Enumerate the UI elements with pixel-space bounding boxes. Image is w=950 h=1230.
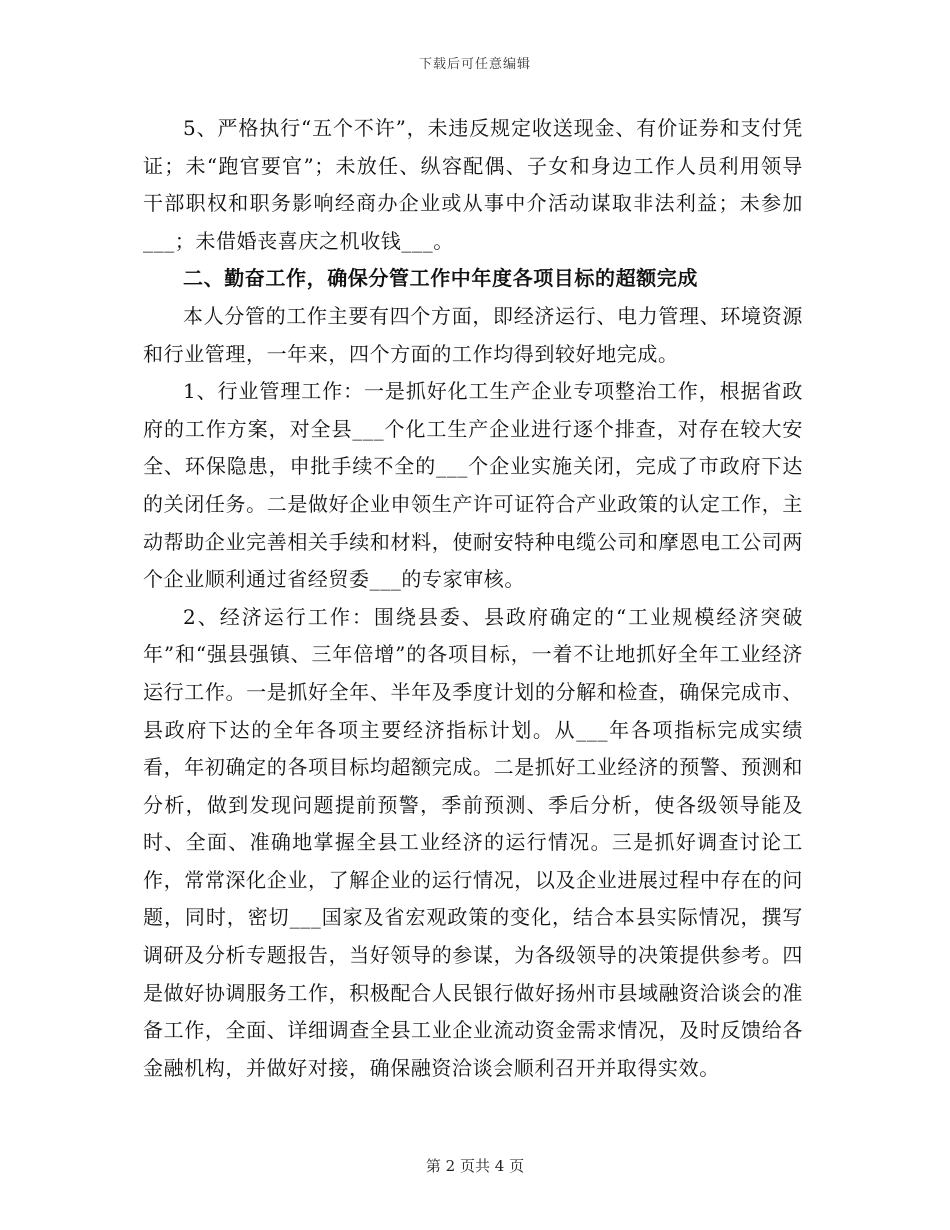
- paragraph-item-5: 5、严格执行“五个不许”，未违反规定收送现金、有价证券和支付凭证；未“跑官要官”；未放任、纵容配偶、子女和身边工作人员利用领导干部职权和职务影响经商办企业或从事中介活动谋取非法利益；未参加___；未借婚丧喜庆之机收钱___。: [143, 116, 803, 253]
- page-header-note: 下载后可任意编辑: [418, 57, 531, 72]
- page-number-footer: 第 2 页共 4 页: [425, 1157, 525, 1175]
- section-heading-2: 二、勤奋工作，确保分管工作中年度各项目标的超额完成: [183, 266, 698, 291]
- paragraph-overview: 本人分管的工作主要有四个方面，即经济运行、电力管理、环境资源和行业管理，一年来，四个方面的工作均得到较好地完成。: [143, 303, 803, 366]
- paragraph-economic-operation: 2、经济运行工作：围绕县委、县政府确定的“工业规模经济突破年”和“强县强镇、三年倍增”的各项目标，一着不让地抓好全年工业经济运行工作。一是抓好全年、半年及季度计划的分解和检查，确保完成市、县政府下达的全年各项主要经济指标计划。从___年各项指标完成实绩看，年初确定的各项目标均超额完成。二是抓好工业经济的预警、预测和分析，做到发现问题提前预警，季前预测、季后分析，使各级领导能及时、全面、准确地掌握全县工业经济的运行情况。三是抓好调查讨论工作，常常深化企业，了解企业的运行情况，以及企业进展过程中存在的问题，同时，密切___国家及省宏观政策的变化，结合本县实际情况，撰写调研及分析专题报告，当好领导的参谋，为各级领导的决策提供参考。四是做好协调服务工作，积极配合人民银行做好扬州市县域融资洽谈会的准备工作，全面、详细调查全县工业企业流动资金需求情况，及时反馈给各金融机构，并做好对接，确保融资洽谈会顺利召开并取得实效。: [143, 604, 803, 1080]
- paragraph-industry-management: 1、行业管理工作：一是抓好化工生产企业专项整治工作，根据省政府的工作方案，对全县___个化工生产企业进行逐个排查，对存在较大安全、环保隐患，申批手续不全的___个企业实施关闭，完成了市政府下达的关闭任务。二是做好企业申领生产许可证符合产业政策的认定工作，主动帮助企业完善相关手续和材料，使耐安特种电缆公司和摩恩电工公司两个企业顺利通过省经贸委___的专家审核。: [143, 379, 803, 592]
- document-body: [143, 110, 803, 1087]
